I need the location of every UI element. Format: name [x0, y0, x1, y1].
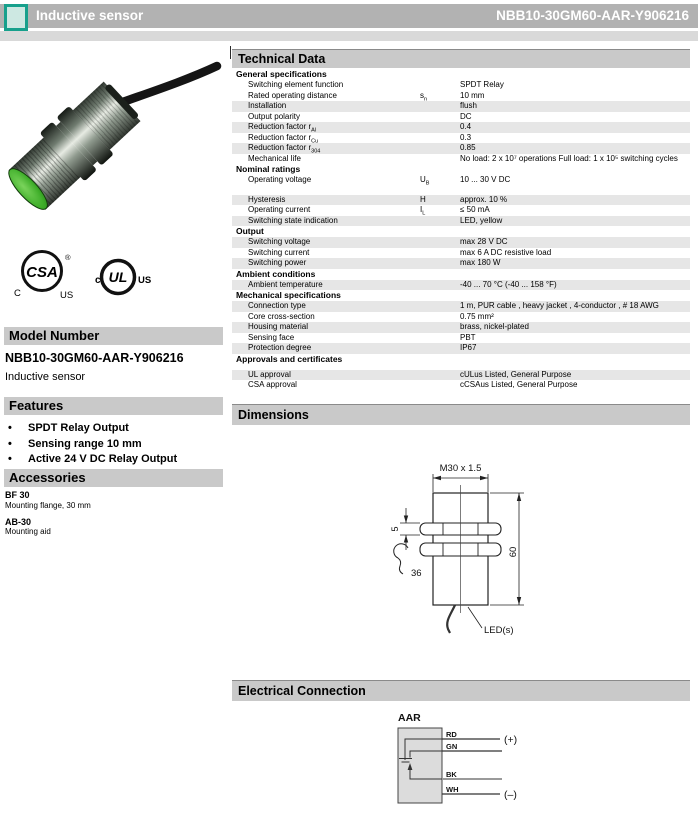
spec-symbol: H — [420, 194, 426, 204]
spec-row — [232, 370, 690, 381]
technical-data-table — [232, 69, 690, 391]
spec-label: Switching element function — [248, 80, 344, 89]
feature-text: Sensing range 10 mm — [28, 437, 142, 450]
csa-monogram: CSA — [26, 264, 58, 281]
spec-symbol — [420, 280, 460, 291]
wire-label-rd: RD — [446, 730, 457, 739]
spec-label: Reduction factor $r_{Cu}$ — [248, 132, 319, 145]
terminal-minus: (–) — [504, 789, 517, 801]
spec-symbol — [420, 237, 460, 248]
spec-row — [232, 343, 690, 354]
spec-symbol — [420, 216, 460, 227]
spec-value: 0.4 — [460, 122, 472, 131]
spec-symbol: $s_n$ — [420, 90, 428, 103]
feature-item — [8, 452, 222, 468]
spec-row — [232, 91, 690, 102]
spec-section-title: Ambient conditions — [236, 268, 316, 279]
accessory-description: Mounting flange, 30 mm — [5, 500, 91, 510]
spec-row — [232, 80, 690, 91]
spec-value: max 6 A DC resistive load — [460, 247, 552, 257]
product-type-title: Inductive sensor — [36, 8, 144, 23]
spec-value: DC — [460, 111, 472, 121]
spec-label: Ambient temperature — [248, 279, 323, 289]
spec-label: Reduction factor $r_{Al}$ — [248, 122, 317, 134]
sensor-cable — [120, 66, 217, 103]
spec-symbol — [420, 80, 460, 91]
spec-row — [232, 248, 690, 259]
accessory-name: AB-30 — [5, 516, 32, 527]
spec-symbol — [420, 343, 460, 354]
spec-symbol — [420, 301, 460, 312]
bullet-icon: • — [8, 453, 12, 465]
spec-section-title: Nominal ratings — [236, 164, 301, 174]
spec-value: 10 mm — [460, 90, 485, 100]
spec-label: Switching current — [248, 247, 310, 257]
spec-label: Switching power — [248, 258, 307, 267]
spec-row — [232, 133, 690, 144]
spec-row — [232, 237, 690, 248]
terminal-plus: (+) — [504, 734, 518, 746]
dimensions-heading: Dimensions — [232, 404, 690, 425]
registered-mark: ® — [65, 253, 71, 262]
ul-logo — [84, 252, 156, 300]
spec-row — [232, 195, 690, 206]
cable-drawing — [447, 605, 455, 633]
spec-label: Operating current — [248, 205, 311, 214]
bullet-icon: • — [8, 437, 12, 450]
spec-symbol — [420, 370, 460, 381]
spec-row — [232, 175, 690, 186]
csa-c-mark: C — [14, 288, 21, 299]
accessory-name: BF 30 — [5, 490, 30, 500]
spec-value: max 28 V DC — [460, 237, 508, 246]
spec-label: CSA approval — [248, 380, 297, 389]
model-number-title: NBB10-30GM60-AAR-Y906216 — [496, 8, 689, 23]
spec-symbol — [420, 322, 460, 333]
ul-us-mark: US — [138, 275, 152, 286]
spec-section-title: Output — [236, 226, 264, 236]
spec-symbol — [420, 101, 460, 112]
spec-symbol — [420, 133, 460, 144]
ul-c-mark: c — [95, 275, 101, 286]
spec-label: Reduction factor $r_{304}$ — [248, 143, 321, 155]
spec-label: Mechanical life — [248, 153, 301, 163]
model-number-heading: Model Number — [4, 327, 223, 345]
accessories-heading: Accessories — [4, 469, 223, 487]
spec-value: approx. 10 % — [460, 194, 508, 204]
feature-item — [8, 437, 222, 453]
spec-row — [232, 122, 690, 133]
spec-label: Switching voltage — [248, 237, 311, 246]
spec-value: 1 m, PUR cable , heavy jacket , 4-conductor , # 18 AWG — [460, 301, 659, 310]
features-list — [8, 421, 222, 468]
wire-label-gn: GN — [446, 742, 458, 751]
spec-label: Installation — [248, 101, 287, 110]
spec-label: Connection type — [248, 301, 306, 310]
spec-row — [232, 154, 690, 165]
spec-value: -40 ... 70 °C (-40 ... 158 °F) — [460, 279, 557, 289]
spec-symbol — [420, 112, 460, 123]
nut-height-label: 5 — [390, 526, 400, 532]
technical-data-heading: Technical Data — [232, 49, 690, 68]
spec-value: 10 ... 30 V DC — [460, 175, 511, 184]
spec-label: Rated operating distance — [248, 90, 337, 100]
spec-label: Operating voltage — [248, 175, 312, 184]
bullet-icon: • — [8, 422, 12, 434]
csa-us-mark: US — [60, 290, 74, 299]
spec-symbol — [420, 380, 460, 391]
product-photo — [5, 50, 222, 250]
spec-value: brass, nickel-plated — [460, 322, 529, 331]
spec-symbol — [420, 122, 460, 133]
model-number: NBB10-30GM60-AAR-Y906216 — [5, 351, 184, 365]
spec-row — [232, 112, 690, 123]
spec-symbol — [420, 248, 460, 259]
dimension-drawing — [232, 430, 690, 675]
header-substrip — [0, 31, 698, 41]
wire-label-wh: WH — [446, 785, 459, 794]
spec-value: cCSAus Listed, General Purpose — [460, 380, 578, 389]
led-label: LED(s) — [484, 625, 514, 636]
spec-value: cULus Listed, General Purpose — [460, 369, 572, 379]
spec-symbol — [420, 143, 460, 154]
spec-symbol — [420, 258, 460, 269]
spec-symbol — [420, 333, 460, 344]
spec-row — [232, 333, 690, 344]
spec-value: LED, yellow — [460, 215, 503, 225]
spec-symbol — [420, 154, 460, 165]
spec-label: Hysteresis — [248, 194, 286, 204]
spec-value: 0.75 mm² — [460, 311, 494, 321]
spec-label: UL approval — [248, 369, 291, 379]
spec-value: IP67 — [460, 343, 477, 352]
spec-value: SPDT Relay — [460, 80, 504, 89]
connection-variant-label: AAR — [398, 712, 421, 724]
spec-row — [232, 280, 690, 291]
spec-row — [232, 216, 690, 227]
spec-symbol: $I_L$ — [420, 205, 426, 217]
spec-value: 0.3 — [460, 132, 472, 142]
spec-row — [232, 301, 690, 312]
wrench-size-label: 36 — [411, 568, 422, 579]
spec-row — [232, 258, 690, 269]
spec-label: Core cross-section — [248, 311, 315, 321]
spec-label: Sensing face — [248, 332, 295, 342]
spec-value: No load: 2 x 10⁷ operations Full load: 1 x 10⁵ switching cycles — [460, 153, 678, 163]
features-heading: Features — [4, 397, 223, 415]
spec-label: Protection degree — [248, 343, 312, 352]
spec-row — [232, 205, 690, 216]
spec-row — [232, 101, 690, 112]
spec-value: ≤ 50 mA — [460, 205, 490, 214]
spec-row — [232, 143, 690, 154]
spec-value: PBT — [460, 332, 476, 342]
csa-logo — [10, 247, 82, 299]
spec-row — [232, 322, 690, 333]
spec-row — [232, 380, 690, 391]
spec-label: Housing material — [248, 322, 309, 331]
model-subtitle: Inductive sensor — [5, 371, 86, 383]
accessory-description: Mounting aid — [5, 527, 51, 536]
registration-tick — [230, 46, 231, 59]
electrical-diagram — [232, 705, 690, 817]
spec-value: 0.85 — [460, 143, 476, 152]
feature-item — [8, 421, 222, 437]
spec-symbol — [420, 312, 460, 323]
spec-label: Output polarity — [248, 111, 301, 121]
spec-spacer — [232, 186, 690, 195]
top-header-bar — [0, 4, 698, 28]
spec-section-title: General specifications — [236, 69, 327, 79]
spec-row — [232, 312, 690, 323]
spec-label: Switching state indication — [248, 215, 338, 225]
thread-size-label: M30 x 1.5 — [439, 463, 482, 474]
spec-section-title: Approvals and certificates — [236, 353, 343, 364]
feature-text: SPDT Relay Output — [28, 422, 129, 434]
spec-symbol: $U_B$ — [420, 175, 430, 187]
wire-label-bk: BK — [446, 770, 457, 779]
spec-section-title: Mechanical specifications — [236, 290, 341, 300]
electrical-connection-heading: Electrical Connection — [232, 680, 690, 701]
brand-logo-icon — [4, 4, 28, 31]
ul-monogram: UL — [108, 269, 128, 285]
body-length-label: 60 — [508, 546, 519, 558]
accessories-list — [5, 491, 219, 544]
spec-value: flush — [460, 101, 477, 110]
feature-text: Active 24 V DC Relay Output — [28, 453, 178, 465]
spec-value: max 180 W — [460, 258, 501, 267]
